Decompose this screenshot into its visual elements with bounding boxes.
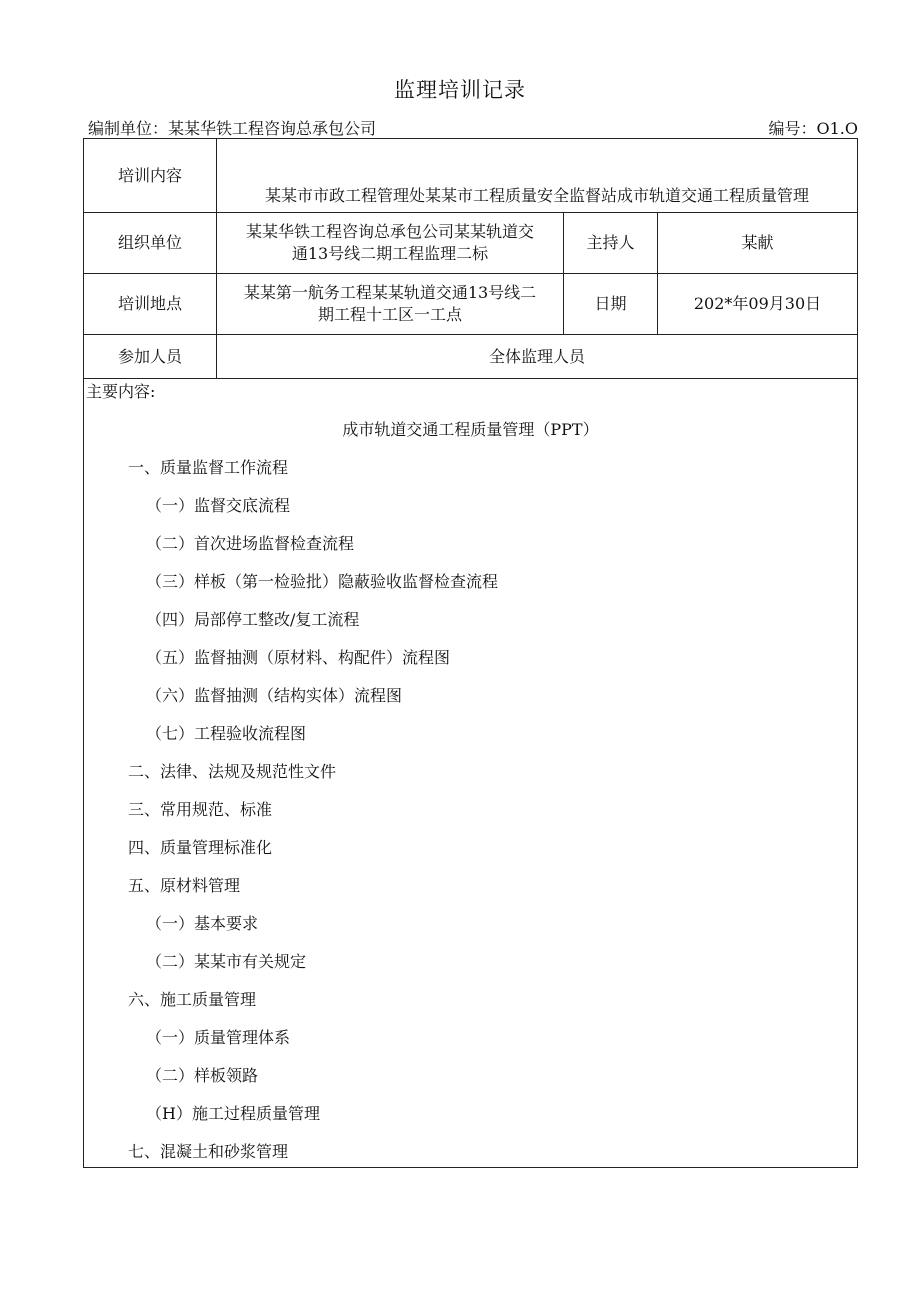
document-number: 编号：O1.O (768, 119, 858, 138)
participants-label: 参加人员 (117, 346, 182, 366)
outline-item: （五）监督抽测（原材料、构配件）流程图 (146, 648, 451, 667)
organizer-value-line: 某某华铁工程咨询总承包公司某某轨道交 (245, 222, 534, 241)
participants-value: 全体监理人员 (488, 346, 585, 366)
compiling-unit: 编制单位：某某华铁工程咨询总承包公司 (88, 119, 377, 138)
location-value (217, 274, 563, 334)
outline-item: （H）施工过程质量管理 (146, 1104, 320, 1123)
organizer-value-line: 通13号线二期工程监理二标 (291, 244, 489, 263)
training-content-value: 某某市市政工程管理处某某市工程质量安全监督站成市轨道交通工程质量管理 (264, 186, 809, 205)
outline-item: （一）质量管理体系 (146, 1028, 291, 1047)
outline-item: （一）监督交底流程 (146, 496, 291, 515)
main-content-subtitle: 成市轨道交通工程质量管理（PPT） (342, 420, 599, 439)
organizer-label: 组织单位 (117, 233, 182, 252)
outline-item: 二、法律、法规及规范性文件 (128, 762, 337, 781)
outline-item: （六）监督抽测（结构实体）流程图 (146, 686, 403, 705)
outline-item: （四）局部停工整改/复工流程 (146, 610, 360, 629)
outline-item: （二）首次进场监督检查流程 (146, 534, 355, 553)
host-label: 主持人 (586, 233, 635, 252)
document-title: 监理培训记录 (394, 78, 526, 102)
outline-item: （七）工程验收流程图 (146, 724, 307, 743)
main-content-heading: 主要内容: (86, 382, 156, 401)
outline-item: （三）样板（第一检验批）隐蔽验收监督检查流程 (146, 572, 499, 591)
location-value-line: 某某第一航务工程某某轨道交通13号线二 (243, 283, 537, 302)
outline-item: 七、混凝土和砂浆管理 (128, 1142, 289, 1161)
training-content-label: 培训内容 (117, 165, 182, 185)
outline-item: 四、质量管理标准化 (128, 838, 273, 857)
organizer-value (217, 213, 563, 273)
outline-item: 六、施工质量管理 (128, 990, 257, 1009)
location-label: 培训地点 (117, 294, 182, 313)
row-divider (83, 378, 858, 379)
outline-item: 五、原材料管理 (128, 876, 241, 895)
host-value: 某献 (741, 233, 774, 252)
location-value-line: 期工程十工区一工点 (317, 305, 462, 324)
date-label: 日期 (594, 294, 627, 313)
date-value: 202*年09月30日 (693, 294, 822, 313)
outline-item: （二）某某市有关规定 (146, 952, 307, 971)
outline-item: 三、常用规范、标准 (128, 800, 273, 819)
outline-item: 一、质量监督工作流程 (128, 458, 289, 477)
outline-item: （二）样板领路 (146, 1066, 259, 1085)
document-meta (88, 116, 858, 138)
outline-item: （一）基本要求 (146, 914, 259, 933)
